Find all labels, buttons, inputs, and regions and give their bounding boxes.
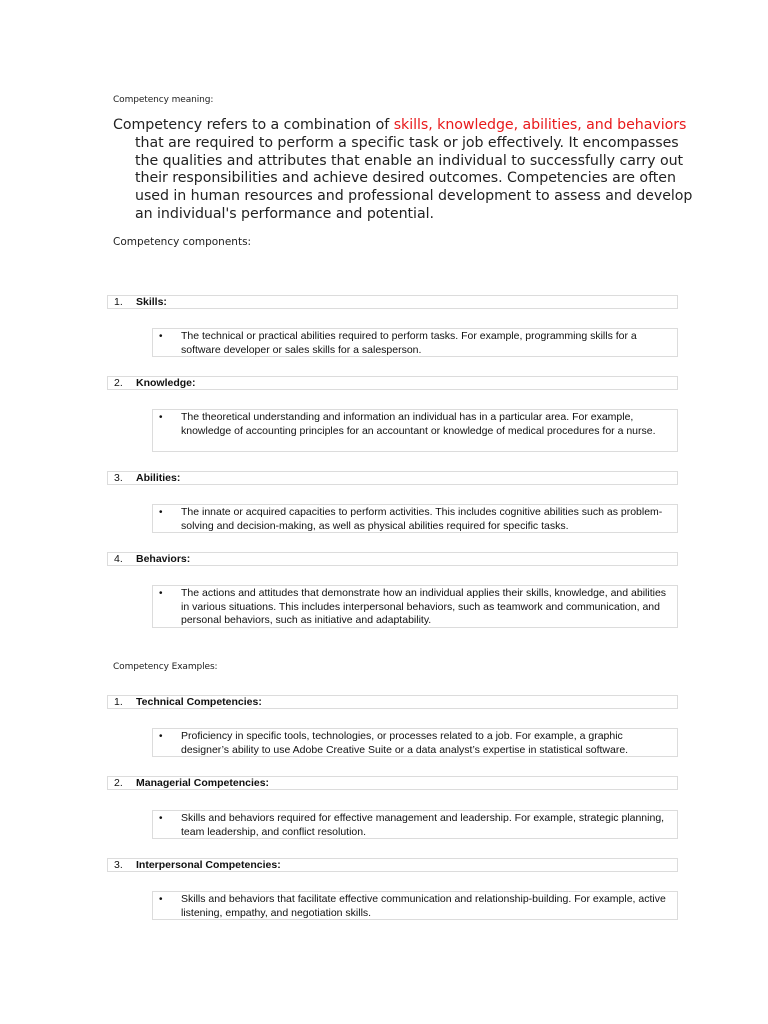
list-number: 2.	[114, 377, 123, 389]
bullet-text: The innate or acquired capacities to perform activities. This includes cognitive abilities such as problem-solving and decision-making, as well as physical abilities required for specific tasks.	[181, 506, 663, 532]
list-title: Managerial Competencies:	[136, 777, 270, 789]
bullet-dot-icon: •	[159, 507, 163, 518]
bullet-text: The actions and attitudes that demonstrate how an individual applies their skills, knowledge, and abilities in various situations. This includes interpersonal behaviors, such as teamwork and communication, and personal behaviors, such as initiative and adaptability.	[181, 587, 667, 627]
intro-highlight: skills, knowledge, abilities, and behaviors	[393, 117, 687, 133]
list-number: 4.	[114, 553, 123, 565]
bullet-dot-icon: •	[159, 894, 163, 905]
bullet-knowledge	[152, 409, 678, 452]
bullet-behaviors	[152, 585, 678, 628]
list-number: 2.	[114, 777, 123, 789]
heading-competency-meaning: Competency meaning:	[113, 95, 214, 105]
bullet-text: Skills and behaviors required for effective management and leadership. For example, strategic planning, team leadership, and conflict resolution.	[181, 812, 665, 838]
list-number: 3.	[114, 472, 123, 484]
bullet-dot-icon: •	[159, 813, 163, 824]
bullet-dot-icon: •	[159, 731, 163, 742]
intro-text-after: that are required to perform a specific task or job effectively. It encompasses the qualities and attributes that enable an individual to successfully carry out their responsibilities and achieve desired outcomes. Competencies are often used in human resources and professional development to assess and develop an individual's performance and potential.	[135, 134, 693, 222]
list-title: Technical Competencies:	[136, 696, 262, 708]
list-item-skills	[107, 295, 678, 309]
bullet-abilities	[152, 504, 678, 533]
bullet-skills	[152, 328, 678, 357]
list-item-technical	[107, 695, 678, 709]
list-item-knowledge	[107, 376, 678, 390]
list-title: Behaviors:	[136, 553, 191, 565]
intro-paragraph	[113, 117, 705, 224]
list-number: 1.	[114, 296, 123, 308]
list-item-managerial	[107, 776, 678, 790]
intro-text-before: Competency refers to a combination of	[113, 117, 394, 133]
bullet-managerial	[152, 810, 678, 839]
list-title: Skills:	[136, 296, 167, 308]
bullet-text: The theoretical understanding and information an individual has in a particular area. For example, knowledge of accounting principles for an accountant or knowledge of medical procedures for a nurse.	[181, 411, 656, 437]
list-item-behaviors	[107, 552, 678, 566]
heading-competency-examples: Competency Examples:	[113, 662, 218, 672]
heading-competency-components: Competency components:	[113, 236, 252, 248]
bullet-dot-icon: •	[159, 588, 163, 599]
list-title: Interpersonal Competencies:	[136, 859, 281, 871]
bullet-text: Skills and behaviors that facilitate effective communication and relationship-building. For example, active listening, empathy, and negotiation skills.	[181, 893, 666, 919]
list-number: 1.	[114, 696, 123, 708]
list-title: Knowledge:	[136, 377, 196, 389]
list-number: 3.	[114, 859, 123, 871]
list-item-interpersonal	[107, 858, 678, 872]
bullet-technical	[152, 728, 678, 757]
bullet-interpersonal	[152, 891, 678, 920]
list-title: Abilities:	[136, 472, 181, 484]
bullet-dot-icon: •	[159, 331, 163, 342]
list-item-abilities	[107, 471, 678, 485]
bullet-text: Proficiency in specific tools, technologies, or processes related to a job. For example, a graphic designer’s ability to use Adobe Creative Suite or a data analyst’s expertise in statistical software.	[181, 730, 629, 756]
bullet-dot-icon: •	[159, 412, 163, 423]
bullet-text: The technical or practical abilities required to perform tasks. For example, programming skills for a software developer or sales skills for a salesperson.	[181, 330, 637, 356]
